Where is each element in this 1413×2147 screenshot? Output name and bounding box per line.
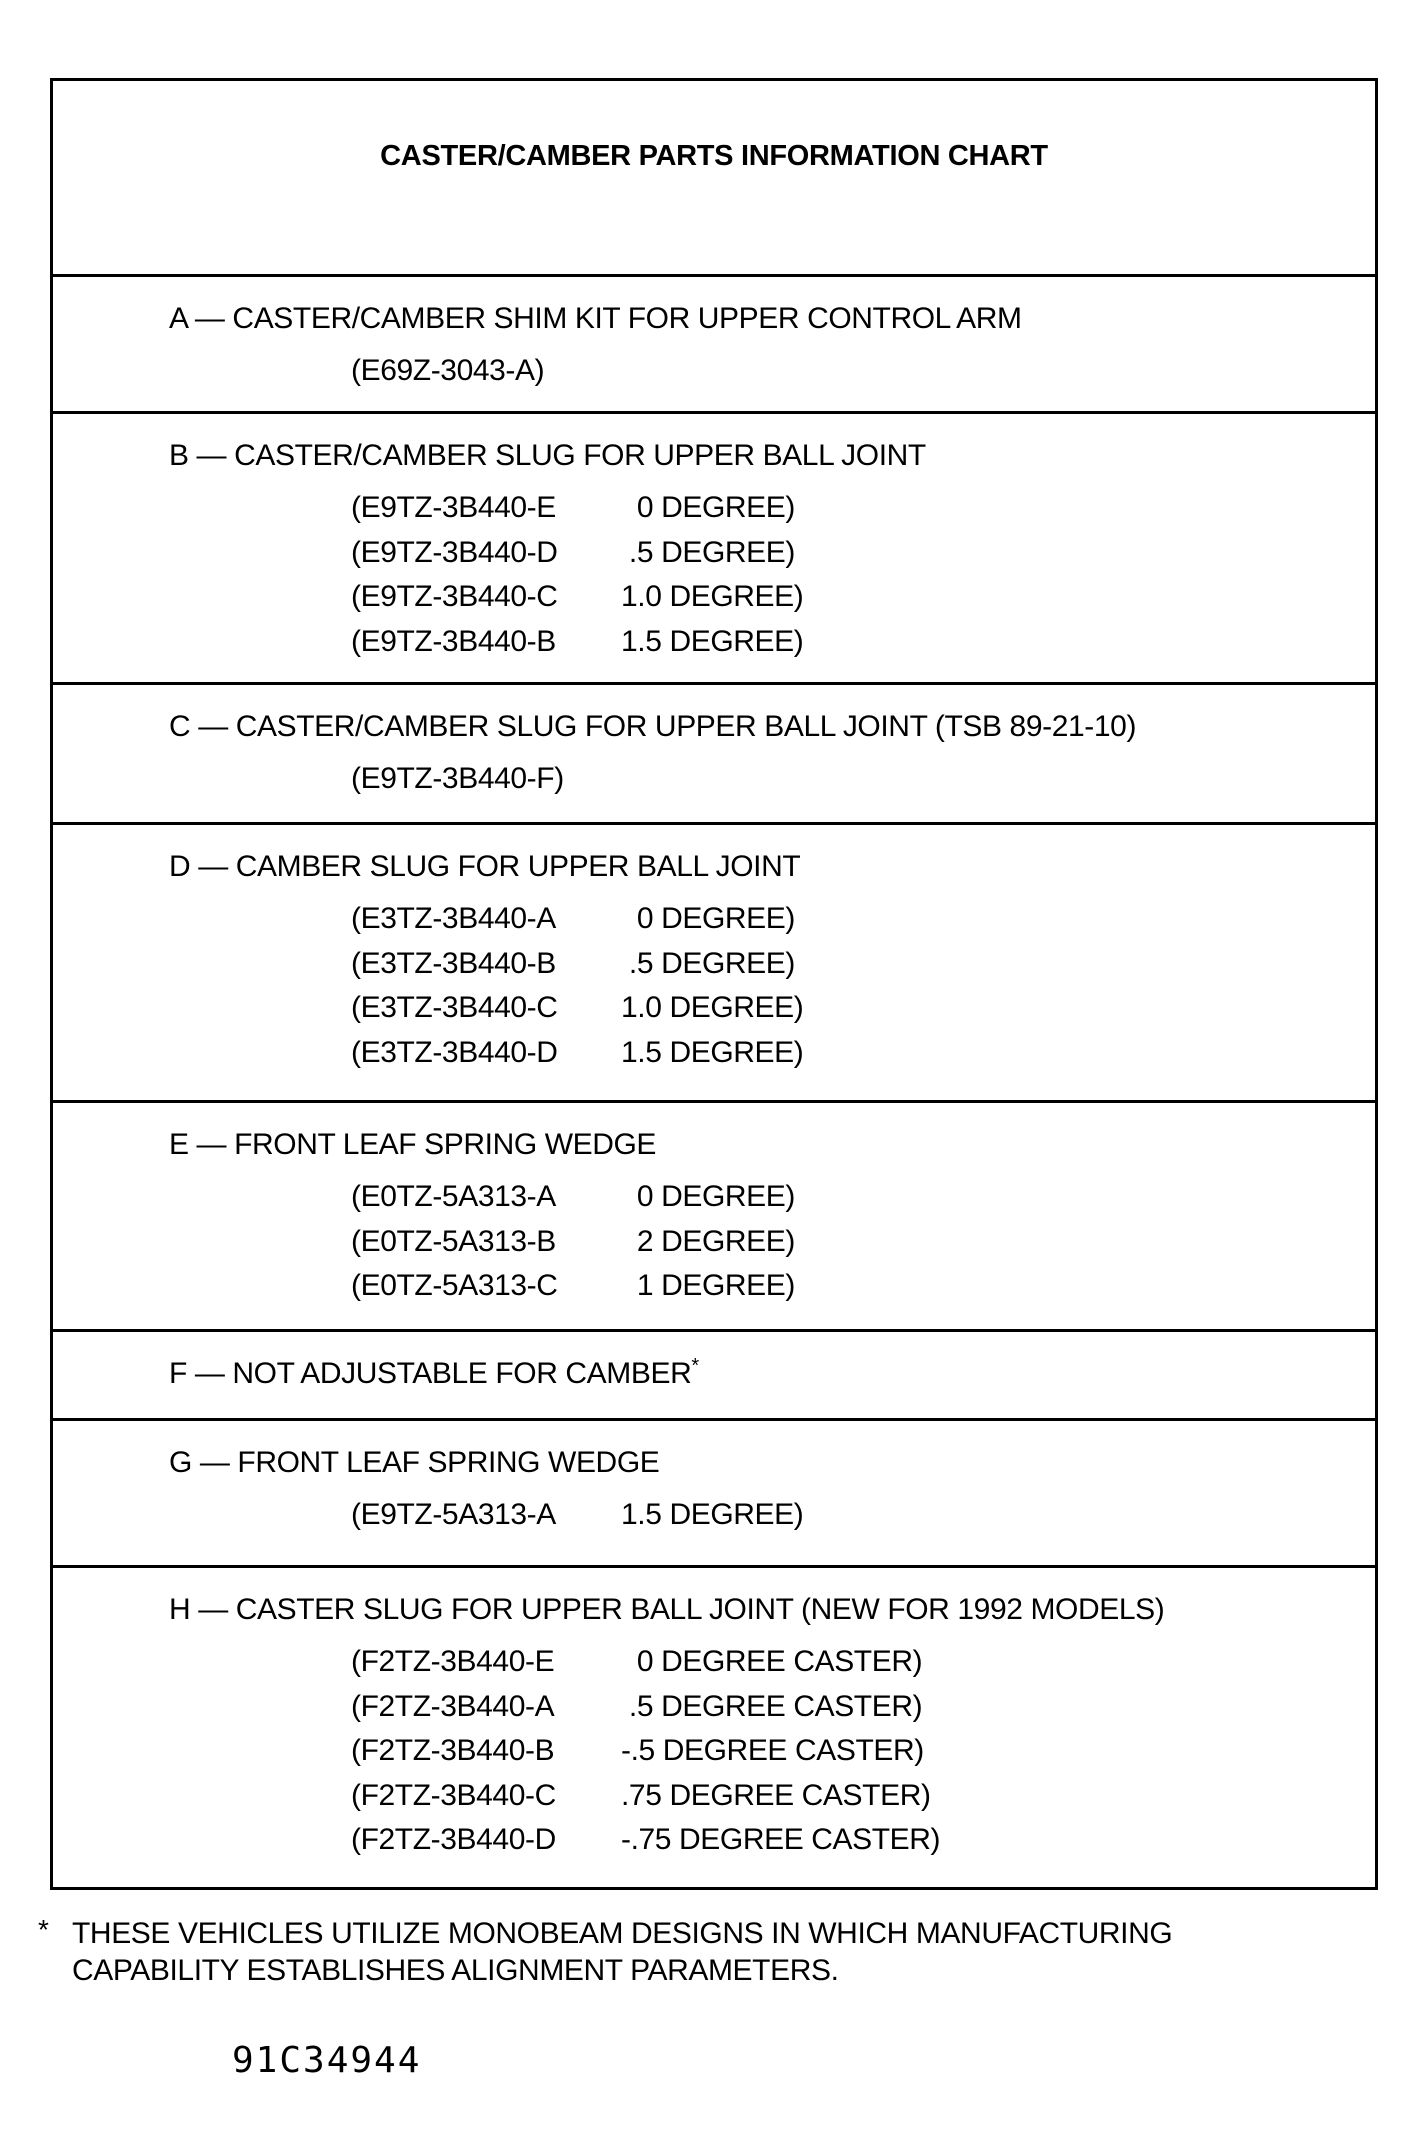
part-row — [351, 1685, 1375, 1730]
part-row — [351, 1729, 1375, 1774]
part-number: (E3TZ-3B440-C — [351, 991, 558, 1024]
degree-value: -.75 DEGREE CASTER) — [621, 1823, 941, 1856]
section-h — [53, 1568, 1375, 1887]
degree-value: 1.0 DEGREE) — [621, 991, 804, 1024]
section-f — [53, 1332, 1375, 1421]
part-row — [351, 620, 1375, 665]
part-row — [351, 1175, 1375, 1220]
part-list — [351, 349, 1375, 394]
part-row — [351, 1493, 1375, 1538]
part-number: (E69Z-3043-A) — [351, 354, 545, 387]
part-number: (E0TZ-5A313-B — [351, 1224, 556, 1258]
part-number: (E9TZ-3B440-B — [351, 624, 556, 658]
part-number: (E3TZ-3B440-B — [351, 946, 556, 980]
part-number: (E0TZ-5A313-A — [351, 1180, 556, 1213]
part-row — [351, 897, 1375, 942]
part-row — [351, 986, 1375, 1031]
part-row — [351, 575, 1375, 620]
chart-header — [53, 81, 1375, 277]
part-list — [351, 486, 1375, 664]
footnote-line-1: THESE VEHICLES UTILIZE MONOBEAM DESIGNS IN WHICH MANUFACTURING — [72, 1917, 1173, 1950]
section-d — [53, 825, 1375, 1103]
parts-chart — [50, 78, 1378, 1890]
part-number: (F2TZ-3B440-A — [351, 1689, 555, 1723]
degree-value: .5 DEGREE CASTER) — [621, 1689, 923, 1723]
part-row — [351, 486, 1375, 531]
part-number: (E0TZ-5A313-C — [351, 1269, 558, 1302]
part-number: (E3TZ-3B440-D — [351, 1035, 558, 1069]
part-row — [351, 349, 1375, 394]
section-heading: A — CASTER/CAMBER SHIM KIT FOR UPPER CONTROL ARM — [169, 302, 1022, 335]
part-list — [351, 897, 1375, 1075]
section-c — [53, 685, 1375, 825]
degree-value: -.5 DEGREE CASTER) — [621, 1734, 924, 1767]
section-g — [53, 1421, 1375, 1568]
degree-value: 0 DEGREE) — [621, 902, 795, 935]
footnote-asterisk: * — [38, 1914, 49, 1945]
degree-value: .75 DEGREE CASTER) — [621, 1778, 931, 1812]
part-list — [351, 757, 1375, 802]
section-heading-text: F — NOT ADJUSTABLE FOR CAMBER — [169, 1357, 692, 1390]
part-list — [351, 1493, 1375, 1538]
part-number: (E9TZ-3B440-D — [351, 535, 558, 569]
section-e — [53, 1103, 1375, 1332]
degree-value: 1.5 DEGREE) — [621, 1498, 804, 1531]
footnote — [38, 1915, 1378, 1989]
section-a — [53, 277, 1375, 414]
degree-value: 0 DEGREE) — [621, 491, 795, 524]
degree-value: 0 DEGREE CASTER) — [621, 1645, 923, 1678]
part-number: (E9TZ-3B440-E — [351, 491, 556, 524]
part-number: (E3TZ-3B440-A — [351, 902, 556, 935]
part-number: (F2TZ-3B440-E — [351, 1645, 555, 1678]
degree-value: 1 DEGREE) — [621, 1269, 795, 1302]
section-heading: C — CASTER/CAMBER SLUG FOR UPPER BALL JOINT (TSB 89-21-10) — [169, 710, 1137, 743]
part-list — [351, 1175, 1375, 1309]
degree-value: 1.0 DEGREE) — [621, 580, 804, 613]
section-heading: G — FRONT LEAF SPRING WEDGE — [169, 1446, 660, 1479]
part-number: (F2TZ-3B440-C — [351, 1778, 556, 1812]
degree-value: .5 DEGREE) — [621, 946, 795, 980]
degree-value: 0 DEGREE) — [621, 1180, 795, 1213]
section-heading: H — CASTER SLUG FOR UPPER BALL JOINT (NEW FOR 1992 MODELS) — [169, 1593, 1165, 1626]
section-heading: E — FRONT LEAF SPRING WEDGE — [169, 1128, 657, 1161]
part-row — [351, 942, 1375, 987]
part-number: (E9TZ-3B440-F) — [351, 762, 564, 795]
degree-value: .5 DEGREE) — [621, 535, 795, 569]
part-row — [351, 1774, 1375, 1819]
footnote-marker: * — [691, 1355, 699, 1377]
part-row — [351, 757, 1375, 802]
part-row — [351, 531, 1375, 576]
part-row — [351, 1220, 1375, 1265]
figure-id: 91C34944 — [232, 2040, 422, 2081]
part-row — [351, 1640, 1375, 1685]
section-b — [53, 414, 1375, 685]
part-number: (E9TZ-3B440-C — [351, 580, 558, 613]
footnote-line-2: CAPABILITY ESTABLISHES ALIGNMENT PARAMETERS. — [72, 1954, 839, 1987]
section-heading — [169, 1354, 1375, 1394]
section-heading: B — CASTER/CAMBER SLUG FOR UPPER BALL JOINT — [169, 439, 926, 472]
degree-value: 2 DEGREE) — [621, 1224, 795, 1258]
part-number: (E9TZ-5A313-A — [351, 1498, 556, 1531]
part-number: (F2TZ-3B440-B — [351, 1734, 555, 1767]
part-row — [351, 1031, 1375, 1076]
section-heading: D — CAMBER SLUG FOR UPPER BALL JOINT — [169, 850, 801, 883]
part-row — [351, 1818, 1375, 1863]
degree-value: 1.5 DEGREE) — [621, 624, 804, 658]
degree-value: 1.5 DEGREE) — [621, 1035, 804, 1069]
part-list — [351, 1640, 1375, 1863]
chart-title: CASTER/CAMBER PARTS INFORMATION CHART — [380, 140, 1048, 172]
part-row — [351, 1264, 1375, 1309]
part-number: (F2TZ-3B440-D — [351, 1823, 556, 1856]
